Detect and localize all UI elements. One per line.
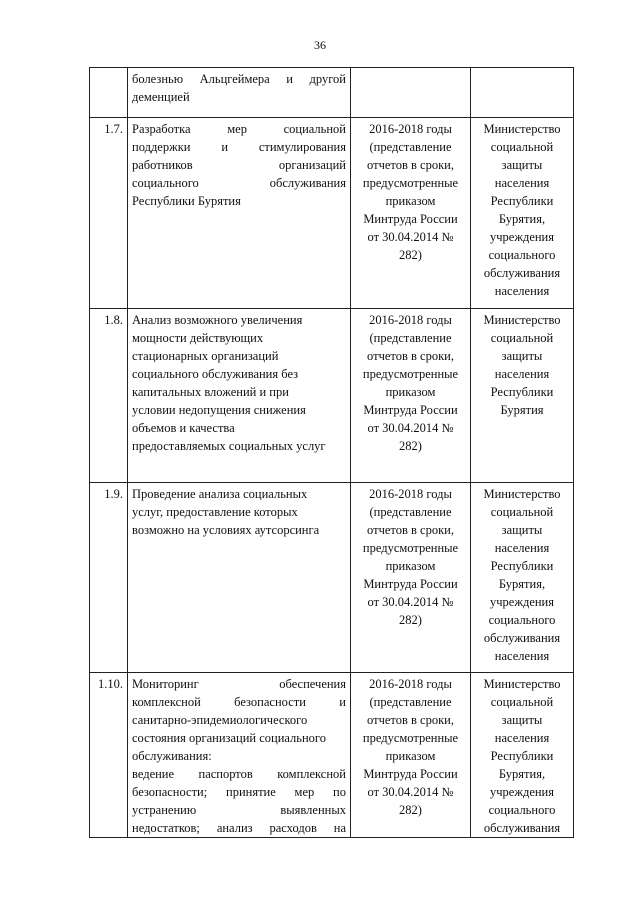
- term-line: отчетов в сроки,: [367, 158, 454, 172]
- term-line: 282): [399, 613, 422, 627]
- executor-line: Бурятия,: [498, 767, 546, 781]
- term-line: отчетов в сроки,: [367, 349, 454, 363]
- executor-line: обслуживания: [483, 266, 561, 280]
- executor-line: защиты: [501, 713, 543, 727]
- row-number: 1.9.: [90, 483, 128, 673]
- term-line: 2016-2018 годы: [369, 122, 452, 136]
- executor-line: защиты: [501, 349, 543, 363]
- executor-line: Министерство: [483, 122, 561, 136]
- term-line: (представление: [369, 695, 452, 709]
- row-number: 1.8.: [90, 309, 128, 483]
- executor-line: социальной: [490, 505, 554, 519]
- executor-line: обслуживания: [483, 631, 561, 645]
- description-line: поддержки и стимулирования: [132, 140, 346, 154]
- responsible-executors: [471, 673, 574, 838]
- table-row: [90, 673, 574, 838]
- description-line: мощности действующих: [132, 331, 264, 345]
- description-line: предоставляемых социальных услуг: [132, 439, 326, 453]
- executor-line: социального: [488, 803, 556, 817]
- term-line: приказом: [385, 194, 436, 208]
- term-line: 2016-2018 годы: [369, 487, 452, 501]
- table-row: [90, 118, 574, 309]
- term-line: (представление: [369, 505, 452, 519]
- executor-line: Республики: [490, 559, 554, 573]
- measures-table: [89, 67, 574, 838]
- executor-line: Бурятия: [500, 403, 544, 417]
- description-line: социального обслуживания без: [132, 367, 299, 381]
- description-line: Республики Бурятия: [132, 194, 241, 208]
- executor-line: обслуживания: [483, 821, 561, 835]
- responsible-executors: [471, 68, 574, 118]
- description-line: Мониторинг обеспечения: [132, 677, 346, 691]
- page-number: 36: [314, 38, 326, 52]
- execution-term: [351, 483, 471, 673]
- term-line: Минтруда России: [363, 577, 458, 591]
- description-line: Проведение анализа социальных: [132, 487, 308, 501]
- executor-line: социальной: [490, 695, 554, 709]
- executor-line: населения: [494, 367, 550, 381]
- executor-line: Министерство: [483, 313, 561, 327]
- description-line: ведение паспортов комплексной: [132, 767, 346, 781]
- table-row: [90, 68, 574, 118]
- measure-description: [128, 483, 351, 673]
- description-line: безопасности; принятие мер по: [132, 785, 346, 799]
- term-line: 282): [399, 803, 422, 817]
- executor-line: учреждения: [489, 595, 554, 609]
- description-line: комплексной безопасности и: [132, 695, 346, 709]
- description-line: социального обслуживания: [132, 176, 346, 190]
- executor-line: защиты: [501, 158, 543, 172]
- term-line: 2016-2018 годы: [369, 677, 452, 691]
- description-line: капитальных вложений и при: [132, 385, 289, 399]
- description-line: работников организаций: [132, 158, 346, 172]
- term-line: 282): [399, 248, 422, 262]
- executor-line: социальной: [490, 140, 554, 154]
- description-line: стационарных организаций: [132, 349, 279, 363]
- execution-term: [351, 309, 471, 483]
- row-number: [90, 68, 128, 118]
- executor-line: социального: [488, 248, 556, 262]
- term-line: предусмотренные: [362, 176, 459, 190]
- table-row: [90, 483, 574, 673]
- description-line: объемов и качества: [132, 421, 235, 435]
- description-line: болезнью Альцгеймера и другой: [132, 72, 346, 86]
- execution-term: [351, 68, 471, 118]
- responsible-executors: [471, 483, 574, 673]
- execution-term: [351, 118, 471, 309]
- term-line: от 30.04.2014 №: [367, 785, 454, 799]
- executor-line: Республики: [490, 749, 554, 763]
- measure-description: [128, 673, 351, 838]
- description-line: недостатков; анализ расходов на: [132, 821, 346, 835]
- term-line: (представление: [369, 331, 452, 345]
- responsible-executors: [471, 118, 574, 309]
- executor-line: Бурятия,: [498, 212, 546, 226]
- executor-line: Республики: [490, 385, 554, 399]
- term-line: отчетов в сроки,: [367, 713, 454, 727]
- term-line: от 30.04.2014 №: [367, 421, 454, 435]
- executor-line: учреждения: [489, 785, 554, 799]
- execution-term: [351, 673, 471, 838]
- executor-line: населения: [494, 541, 550, 555]
- description-line: устранению выявленных: [132, 803, 346, 817]
- description-line: условии недопущения снижения: [132, 403, 306, 417]
- executor-line: населения: [494, 731, 550, 745]
- description-line: Разработка мер социальной: [132, 122, 346, 136]
- term-line: Минтруда России: [363, 767, 458, 781]
- description-line: состояния организаций социального: [132, 731, 326, 745]
- measure-description: [128, 118, 351, 309]
- term-line: предусмотренные: [362, 367, 459, 381]
- description-line: обслуживания:: [132, 749, 212, 763]
- executor-line: населения: [494, 176, 550, 190]
- term-line: приказом: [385, 749, 436, 763]
- executor-line: Республики: [490, 194, 554, 208]
- executor-line: населения: [494, 284, 550, 298]
- measure-description: [128, 68, 351, 118]
- term-line: предусмотренные: [362, 541, 459, 555]
- executor-line: Министерство: [483, 677, 561, 691]
- table-row: [90, 309, 574, 483]
- term-line: приказом: [385, 385, 436, 399]
- description-line: Анализ возможного увеличения: [132, 313, 303, 327]
- executor-line: учреждения: [489, 230, 554, 244]
- measure-description: [128, 309, 351, 483]
- responsible-executors: [471, 309, 574, 483]
- description-line: возможно на условиях аутсорсинга: [132, 523, 320, 537]
- term-line: Минтруда России: [363, 212, 458, 226]
- row-number: 1.7.: [90, 118, 128, 309]
- term-line: от 30.04.2014 №: [367, 595, 454, 609]
- term-line: предусмотренные: [362, 731, 459, 745]
- term-line: Минтруда России: [363, 403, 458, 417]
- term-line: 2016-2018 годы: [369, 313, 452, 327]
- row-number: 1.10.: [90, 673, 128, 838]
- executor-line: населения: [494, 649, 550, 663]
- term-line: отчетов в сроки,: [367, 523, 454, 537]
- executor-line: социальной: [490, 331, 554, 345]
- description-line: санитарно-эпидемиологического: [132, 713, 308, 727]
- executor-line: защиты: [501, 523, 543, 537]
- executor-line: Министерство: [483, 487, 561, 501]
- term-line: (представление: [369, 140, 452, 154]
- executor-line: Бурятия,: [498, 577, 546, 591]
- term-line: 282): [399, 439, 422, 453]
- description-line: услуг, предоставление которых: [132, 505, 298, 519]
- description-line: деменцией: [132, 90, 190, 104]
- term-line: от 30.04.2014 №: [367, 230, 454, 244]
- executor-line: социального: [488, 613, 556, 627]
- term-line: приказом: [385, 559, 436, 573]
